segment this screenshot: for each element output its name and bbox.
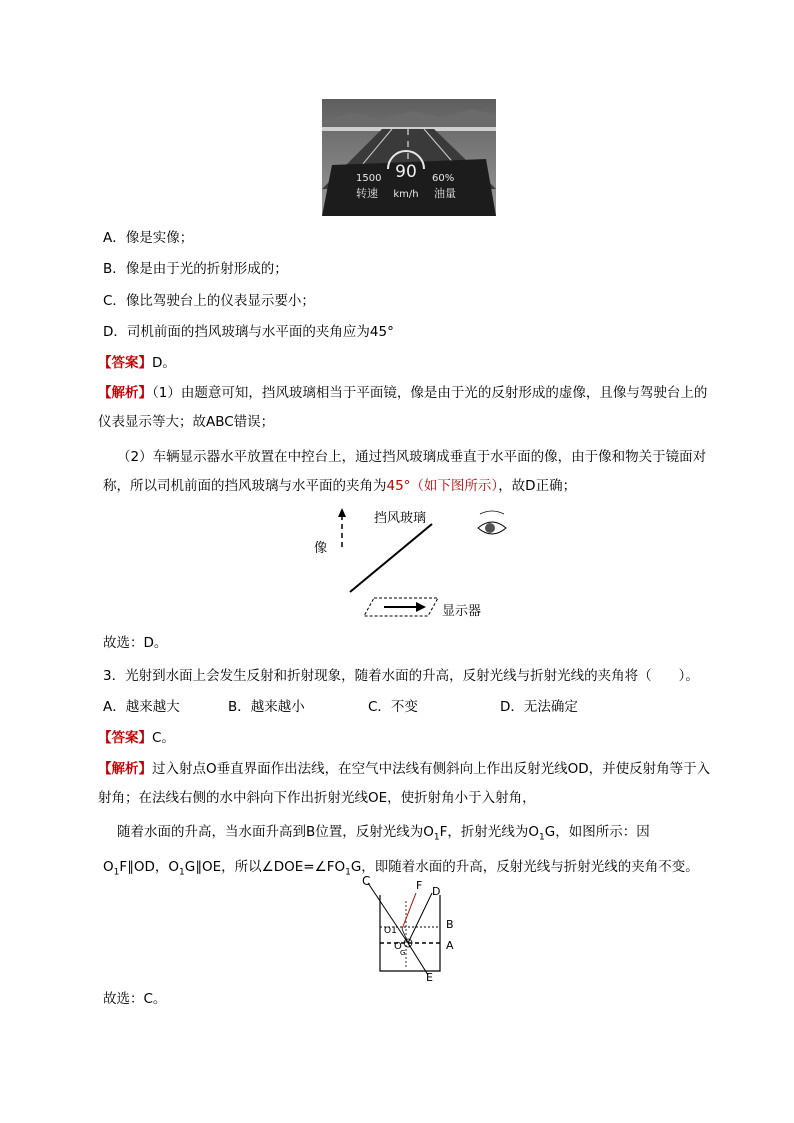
q3-analysis-2a: 随着水面的升高，当水面升高到B位置，反射光线为O xyxy=(117,824,434,840)
diagram-label: G xyxy=(400,949,406,957)
option-b: B．像是由于光的折射形成的； xyxy=(103,261,288,277)
diagram-label: O xyxy=(394,941,402,952)
answer-text: D。 xyxy=(152,355,176,371)
hud-speed: 90 xyxy=(395,162,417,182)
answer-tag: 【答案】 xyxy=(98,355,152,371)
subscript: 1 xyxy=(113,867,120,878)
q3-option-c: C．不变 xyxy=(368,699,418,715)
q3-answer-text: C。 xyxy=(152,730,175,746)
q3-analysis-text-1: 过入射点O垂直界面作出法线，在空气中法线有侧斜向上作出反射光线OD，并使反射角等于入射角；在法线右侧的水中斜向下作出折射光线OE，使折射角小于入射角， xyxy=(98,761,711,806)
diagram-label: E xyxy=(426,971,433,983)
windshield-diagram xyxy=(310,502,510,624)
q3-option-b: B．越来越小 xyxy=(228,699,305,715)
hud-dashboard-photo xyxy=(322,99,496,216)
subscript: 1 xyxy=(345,867,351,878)
option-a: A．像是实像； xyxy=(103,230,194,246)
water-refraction-diagram xyxy=(356,873,462,983)
q3-question: 3．光射到水面上会发生反射和折射现象，随着水面的升高，反射光线与折射光线的夹角将（ ）。 xyxy=(103,668,699,684)
display-label: 显示器 xyxy=(442,604,482,619)
q2-conclusion: 故选：D。 xyxy=(103,635,168,651)
q3-analysis-2d: F∥OD，O xyxy=(119,858,180,875)
q2-analysis-1 xyxy=(98,379,718,437)
analysis-tag: 【解析】 xyxy=(98,385,152,401)
diagram-label: C xyxy=(362,874,371,888)
option-d: D．司机前面的挡风玻璃与水平面的夹角应为45° xyxy=(103,324,394,340)
image-label: 像 xyxy=(314,541,328,556)
hud-rpm: 1500 xyxy=(356,173,382,184)
q3-analysis-2c: G，如图所示：因O xyxy=(103,824,650,875)
analysis-text-1: （1）由题意可知，挡风玻璃相当于平面镜，像是由于光的反射形成的虚像，且像与驾驶台上的仪表显示等大；故ABC错误； xyxy=(98,385,708,430)
q2-analysis-2 xyxy=(103,443,715,501)
q3-analysis-1 xyxy=(98,755,718,813)
q3-analysis-2e: G∥OE，所以∠DOE=∠FO xyxy=(184,858,346,875)
analysis-text-2b: 45°（如下图所示） xyxy=(386,478,499,494)
glass-label: 挡风玻璃 xyxy=(374,511,427,526)
hud-rpm-label: 转速 xyxy=(356,187,378,200)
hud-fuel: 60% xyxy=(432,173,455,184)
subscript: 1 xyxy=(433,832,440,843)
subscript: 1 xyxy=(179,867,185,878)
q3-analysis-2f: G，即随着水面的升高，反射光线与折射光线的夹角不变。 xyxy=(350,858,699,875)
hud-unit: km/h xyxy=(393,189,419,200)
analysis-text-2c: ，故D正确； xyxy=(498,478,577,494)
diagram-label: D xyxy=(432,885,441,898)
analysis-text-2a: （2）车辆显示器水平放置在中控台上，通过挡风玻璃成垂直于水平面的像，由于像和物关于镜面对称，所以司机前面的挡风玻璃与水平面的夹角为 xyxy=(103,449,707,494)
eye-icon xyxy=(478,511,506,534)
q3-answer-tag: 【答案】 xyxy=(98,730,152,746)
q3-conclusion: 故选：C。 xyxy=(103,991,167,1007)
hud-fuel-label: 油量 xyxy=(434,187,456,200)
q3-option-d: D．无法确定 xyxy=(500,699,578,715)
diagram-label: F xyxy=(416,879,423,892)
q3-answer xyxy=(98,728,175,748)
q3-analysis-2b: F，折射光线为O xyxy=(439,824,540,840)
option-c: C．像比驾驶台上的仪表显示要小； xyxy=(103,293,315,309)
diagram-label: A xyxy=(446,939,454,952)
diagram-label: O1 xyxy=(384,926,397,936)
diagram-label: B xyxy=(446,918,454,931)
subscript: 1 xyxy=(539,832,545,843)
q2-answer xyxy=(98,353,176,373)
q3-option-a: A．越来越大 xyxy=(103,699,180,715)
q3-analysis-tag: 【解析】 xyxy=(98,761,152,777)
